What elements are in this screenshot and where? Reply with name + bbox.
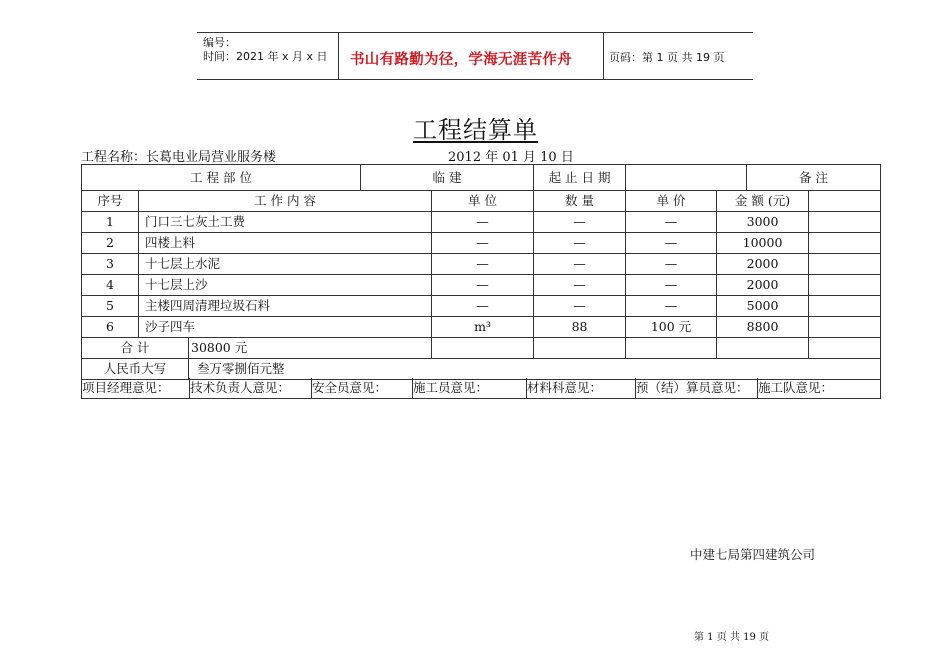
header-divider-left (338, 32, 339, 80)
total-remark-blank (809, 338, 881, 359)
capital-value: 叁万零捌佰元整 (189, 359, 881, 380)
opinion-construction-team: 施工队意见： (758, 378, 881, 399)
total-value: 30800 元 (189, 338, 432, 359)
header-divider-right (603, 32, 604, 80)
row-unit: — (432, 254, 534, 275)
row-no: 1 (82, 212, 139, 233)
header-row (82, 191, 881, 212)
row-content: 门口三七灰土工费 (139, 212, 432, 233)
row-qty: 88 (534, 317, 626, 338)
table-row (82, 212, 881, 233)
row-amount: 2000 (717, 254, 809, 275)
page-info: 页码：第 1 页 共 19 页 (609, 51, 725, 64)
table-row (82, 296, 881, 317)
col-header-qty: 数 量 (534, 191, 626, 212)
row-no: 5 (82, 296, 139, 317)
col-header-price: 单 价 (626, 191, 717, 212)
row-qty: — (534, 275, 626, 296)
dept-label: 工 程 部 位 (82, 165, 361, 191)
col-header-amount: 金 额 (元) (717, 191, 809, 212)
opinion-budget-officer: 预（结）算员意见： (636, 378, 758, 399)
period-label: 起 止 日 期 (534, 165, 626, 191)
row-unit: — (432, 296, 534, 317)
row-unit: — (432, 212, 534, 233)
total-row (82, 338, 881, 359)
company-name: 中建七局第四建筑公司 (690, 547, 816, 562)
table-row (82, 233, 881, 254)
row-price: — (626, 296, 717, 317)
total-price-blank (626, 338, 717, 359)
row-no: 4 (82, 275, 139, 296)
motto-text: 书山有路勤为径，学海无涯苦作舟 (350, 52, 572, 68)
row-amount: 5000 (717, 296, 809, 317)
time-label: 时间：2021 年 x 月 x 日 (203, 50, 328, 63)
row-unit: — (432, 275, 534, 296)
row-content: 十七层上沙 (139, 275, 432, 296)
row-remark (809, 212, 881, 233)
row-price: — (626, 254, 717, 275)
dept-value: 临 建 (361, 165, 534, 191)
opinion-safety-officer: 安全员意见： (312, 378, 413, 399)
row-price: 100 元 (626, 317, 717, 338)
row-remark (809, 317, 881, 338)
row-remark (809, 275, 881, 296)
total-unit-blank (432, 338, 534, 359)
col-header-unit: 单 位 (432, 191, 534, 212)
opinion-technical-lead: 技术负责人意见： (190, 378, 312, 399)
row-content: 十七层上水泥 (139, 254, 432, 275)
row-qty: — (534, 233, 626, 254)
row-no: 3 (82, 254, 139, 275)
row-remark (809, 254, 881, 275)
opinion-project-manager: 项目经理意见： (82, 378, 190, 399)
row-qty: — (534, 296, 626, 317)
total-qty-blank (534, 338, 626, 359)
opinion-table (81, 378, 881, 399)
remark-label: 备 注 (747, 165, 881, 191)
header-bottom-rule (197, 79, 753, 80)
row-remark (809, 296, 881, 317)
settlement-table (81, 164, 881, 380)
capital-label: 人民币大写 (82, 359, 189, 380)
row-content: 四楼上料 (139, 233, 432, 254)
serial-label: 编号： (203, 36, 236, 49)
document-date: 2012 年 01 月 10 日 (448, 150, 574, 165)
col-header-no: 序号 (82, 191, 139, 212)
table-row (82, 275, 881, 296)
row-no: 6 (82, 317, 139, 338)
total-label: 合 计 (82, 338, 189, 359)
opinion-construction-officer: 施工员意见： (413, 378, 527, 399)
col-header-content: 工 作 内 容 (139, 191, 432, 212)
row-qty: — (534, 254, 626, 275)
row-qty: — (534, 212, 626, 233)
row-unit: m³ (432, 317, 534, 338)
row-price: — (626, 233, 717, 254)
row-amount: 2000 (717, 275, 809, 296)
row-unit: — (432, 233, 534, 254)
project-name: 工程名称：长葛电业局营业服务楼 (81, 150, 277, 165)
row-amount: 3000 (717, 212, 809, 233)
row-price: — (626, 275, 717, 296)
opinion-materials-dept: 材料科意见： (527, 378, 636, 399)
row-amount: 10000 (717, 233, 809, 254)
table-row (82, 317, 881, 338)
row-content: 主楼四周清理垃圾石料 (139, 296, 432, 317)
row-no: 2 (82, 233, 139, 254)
top-info-row (82, 165, 881, 191)
row-remark (809, 233, 881, 254)
col-header-remark-blank (809, 191, 881, 212)
table-row (82, 254, 881, 275)
row-price: — (626, 212, 717, 233)
total-amount-blank (717, 338, 809, 359)
page-footer: 第 1 页 共 19 页 (694, 632, 769, 643)
header-top-rule (197, 32, 753, 33)
document-title: 工程结算单 (413, 116, 538, 144)
row-amount: 8800 (717, 317, 809, 338)
capital-row (82, 359, 881, 380)
row-content: 沙子四车 (139, 317, 432, 338)
period-value (626, 165, 747, 191)
